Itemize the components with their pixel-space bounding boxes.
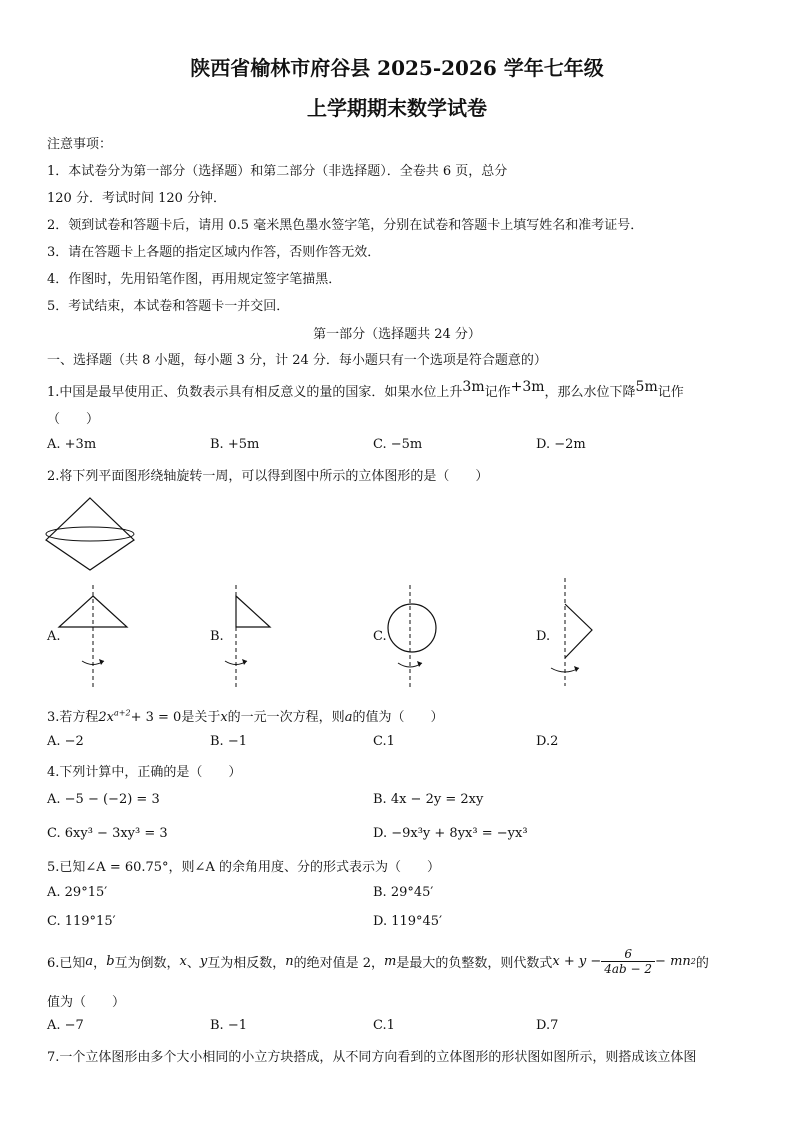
q6-fraction-denominator: 4ab − 2 <box>604 961 653 976</box>
notice-item-2: 2．领到试卷和答题卡后，请用 0.5 毫米黑色墨水签字笔，分别在试卷和答题卡上填写姓名和准考证号． <box>47 218 644 233</box>
q6-line-2: 值为（ ） <box>47 995 126 1010</box>
q2-label-a: A. <box>47 629 61 644</box>
q2-solid-figure <box>40 494 140 574</box>
q1-blank: （ ） <box>47 412 100 427</box>
notice-heading: 注意事项： <box>47 137 113 152</box>
q6-text-1: 互为倒数， <box>114 955 180 971</box>
q6-expr-left: x + y − <box>552 953 602 969</box>
q6-sep-2: 、 <box>186 955 200 971</box>
q1-value-3: 5m <box>635 379 658 395</box>
q6-text-a: 6.已知 <box>47 955 86 971</box>
notice-item-3: 3．请在答题卡上各题的指定区域内作答，否则作答无效． <box>47 245 381 260</box>
exam-title-line2: 上学期期末数学试卷 <box>307 96 487 120</box>
q3-var-x: x <box>220 710 228 725</box>
q1-option-d: D. −2m <box>536 437 586 452</box>
q3-eq-exponent: a+2 <box>114 708 131 718</box>
q6-option-c: C.1 <box>373 1018 395 1033</box>
q2-label-c: C. <box>373 629 387 644</box>
q6-text-3: 的绝对值是 2， <box>293 955 385 971</box>
q6-sep-1: ， <box>93 955 107 971</box>
q6-option-b: B. −1 <box>210 1018 247 1033</box>
q3-option-b: B. −1 <box>210 734 247 749</box>
q2-figure-d <box>545 576 625 696</box>
q1-text-b: 记作 <box>484 385 511 400</box>
notice-item-1: 1．本试卷分为第一部分（选择题）和第二部分（非选择题）．全卷共 6 页，总分 <box>47 164 508 179</box>
notice-item-5: 5．考试结束，本试卷和答题卡一并交回． <box>47 299 290 314</box>
q5-option-d: D. 119°45′ <box>373 914 443 929</box>
q2-label-d: D. <box>536 629 551 644</box>
q3-option-c: C.1 <box>373 734 395 749</box>
q6-var-b: b <box>106 953 115 969</box>
q4-option-a: A. −5 − (−2) = 3 <box>47 792 160 807</box>
q6-option-a: A. −7 <box>47 1018 84 1033</box>
q6-expr-right: − mn <box>655 953 691 969</box>
q4-option-b: B. 4x − 2y = 2xy <box>373 792 484 807</box>
question-4: 4.下列计算中，正确的是（ ） <box>47 765 242 780</box>
q1-value-1: 3m <box>462 379 485 395</box>
q3-option-a: A. −2 <box>47 734 84 749</box>
q1-option-a: A. +3m <box>47 437 97 452</box>
q6-var-a: a <box>85 953 94 969</box>
question-3 <box>47 706 443 725</box>
question-2: 2.将下列平面图形绕轴旋转一周，可以得到图中所示的立体图形的是（ ） <box>47 469 489 484</box>
q6-var-m: m <box>384 953 397 969</box>
q3-eq-rest: + 3 = 0 <box>130 710 182 725</box>
q2-figure-a <box>55 583 135 693</box>
q3-text-c: 的一元一次方程，则 <box>227 710 345 725</box>
question-5: 5.已知∠A = 60.75°，则∠A 的余角用度、分的形式表示为（ ） <box>47 860 440 875</box>
q4-option-c: C. 6xy³ − 3xy³ = 3 <box>47 826 168 841</box>
q5-option-c: C. 119°15′ <box>47 914 116 929</box>
notice-item-4: 4．作图时，先用铅笔作图，再用规定签字笔描黑． <box>47 272 342 287</box>
q5-option-a: A. 29°15′ <box>47 885 108 900</box>
q1-text-d: 记作 <box>657 385 684 400</box>
question-1 <box>47 381 684 400</box>
q6-var-x: x <box>179 953 187 969</box>
q5-option-b: B. 29°45′ <box>373 885 434 900</box>
q3-text-b: 是关于 <box>181 710 221 725</box>
q6-expr-exponent: 2 <box>690 956 696 966</box>
q3-text-d: 的值为（ ） <box>352 710 444 725</box>
q6-option-d: D.7 <box>536 1018 559 1033</box>
q2-label-b: B. <box>210 629 224 644</box>
q6-fraction <box>601 947 655 976</box>
q1-text-a: 1.中国是最早使用正、负数表示具有相反意义的量的国家．如果水位上升 <box>47 385 463 400</box>
exam-title-line1: 陕西省榆林市府谷县 2025-2026 学年七年级 <box>190 56 604 80</box>
q3-eq-base: 2x <box>98 710 115 725</box>
q6-fraction-numerator: 6 <box>601 947 655 962</box>
question-7: 7.一个立体图形由多个大小相同的小立方块搭成，从不同方向看到的立体图形的形状图如图所示，则搭成该立体图 <box>47 1050 697 1065</box>
q1-option-b: B. +5m <box>210 437 260 452</box>
q6-text-2: 互为相反数， <box>207 955 286 971</box>
q3-text-a: 3.若方程 <box>47 710 99 725</box>
question-6 <box>47 943 709 979</box>
q6-text-5: 的 <box>695 955 709 971</box>
q3-option-d: D.2 <box>536 734 559 749</box>
part1-heading: 第一部分（选择题共 24 分） <box>313 327 481 342</box>
q2-figure-b <box>220 583 300 693</box>
notice-item-1-cont: 120 分．考试时间 120 分钟． <box>47 191 227 206</box>
section-heading: 一、选择题（共 8 小题，每小题 3 分，计 24 分．每小题只有一个选项是符合题意的） <box>47 353 547 368</box>
q1-option-c: C. −5m <box>373 437 423 452</box>
q1-text-c: ，那么水位下降 <box>544 385 636 400</box>
q2-figure-c <box>380 583 460 693</box>
q4-option-d: D. −9x³y + 8yx³ = −yx³ <box>373 826 528 841</box>
q3-var-a: a <box>344 710 353 725</box>
q6-var-y: y <box>199 953 208 969</box>
q1-value-2: +3m <box>510 379 545 395</box>
q6-text-4: 是最大的负整数，则代数式 <box>396 955 553 971</box>
q6-var-n: n <box>285 953 294 969</box>
